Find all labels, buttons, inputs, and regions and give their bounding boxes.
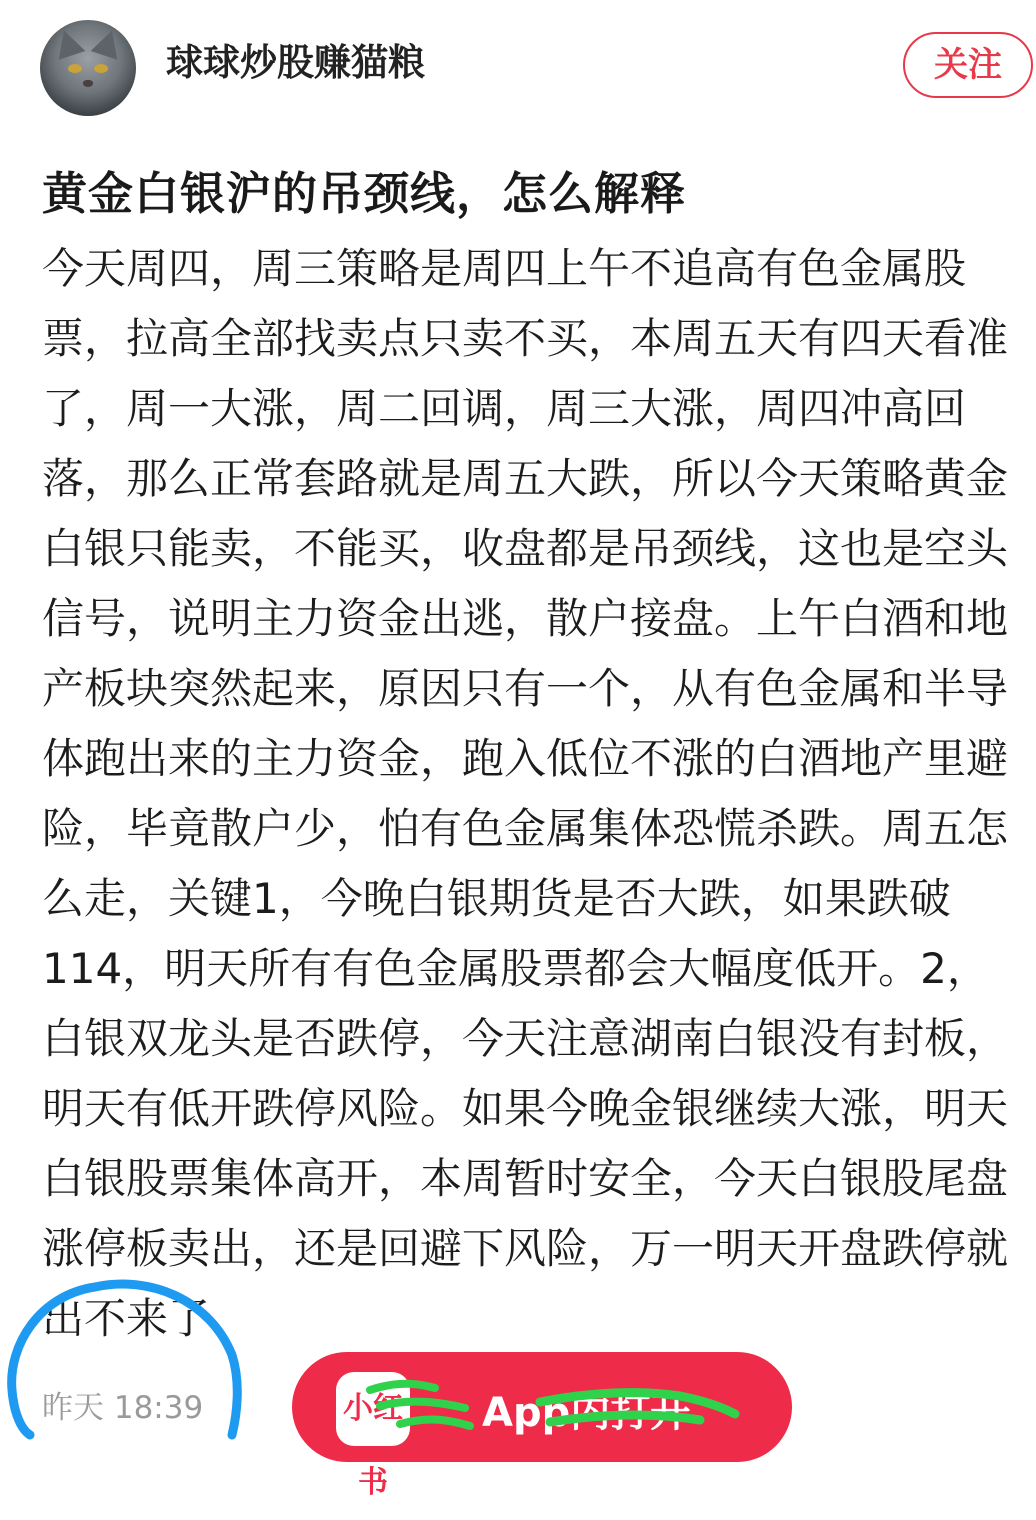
open-in-app-label: App内打开 bbox=[482, 1390, 691, 1436]
post-body-line: 落，那么正常套路就是周五大跌，所以今天策略黄金 bbox=[42, 454, 1009, 503]
post-body bbox=[42, 234, 1036, 1354]
post-body-line: 白银双龙头是否跌停，今天注意湖南白银没有封板， bbox=[42, 1014, 1009, 1063]
user-avatar[interactable] bbox=[40, 20, 136, 116]
post-body-line: 么走，关键1，今晚白银期货是否大跌，如果跌破 bbox=[42, 874, 951, 923]
app-logo-icon: 小红书 bbox=[336, 1372, 410, 1446]
follow-button[interactable]: 关注 bbox=[903, 32, 1033, 98]
post-timestamp: 昨天 18:39 bbox=[42, 1390, 204, 1426]
cat-eye-right bbox=[94, 64, 108, 73]
post-body-line: 体跑出来的主力资金，跑入低位不涨的白酒地产里避 bbox=[42, 734, 1009, 783]
post-title: 黄金白银沪的吊颈线，怎么解释 bbox=[42, 167, 687, 220]
post-body-line: 白银股票集体高开，本周暂时安全，今天白银股尾盘 bbox=[42, 1154, 1009, 1203]
post-body-line: 信号，说明主力资金出逃，散户接盘。上午白酒和地 bbox=[42, 594, 1009, 643]
post-body-line: 涨停板卖出，还是回避下风险，万一明天开盘跌停就 bbox=[42, 1224, 1009, 1273]
cat-nose bbox=[83, 80, 93, 87]
cat-eye-left bbox=[68, 64, 82, 73]
post-body-line: 明天有低开跌停风险。如果今晚金银继续大涨，明天 bbox=[42, 1084, 1009, 1133]
post-body-line: 票，拉高全部找卖点只卖不买，本周五天有四天看准 bbox=[42, 314, 1009, 363]
post-header bbox=[0, 0, 1036, 130]
post-body-line: 了，周一大涨，周二回调，周三大涨，周四冲高回 bbox=[42, 384, 967, 433]
cat-ear-right bbox=[91, 26, 126, 59]
post-body-line: 白银只能卖，不能买，收盘都是吊颈线，这也是空头 bbox=[42, 524, 1009, 573]
open-in-app-button[interactable] bbox=[292, 1352, 792, 1500]
cat-ear-left bbox=[51, 26, 86, 59]
post-body-line: 出不来了 bbox=[42, 1294, 211, 1343]
post-body-line: 114，明天所有有色金属股票都会大幅度低开。2， bbox=[42, 944, 989, 993]
post-body-line: 今天周四，周三策略是周四上午不追高有色金属股 bbox=[42, 244, 967, 293]
post-body-line: 产板块突然起来，原因只有一个，从有色金属和半导 bbox=[42, 664, 1009, 713]
post-body-line: 险，毕竟散户少，怕有色金属集体恐慌杀跌。周五怎 bbox=[42, 804, 1009, 853]
username[interactable]: 球球炒股赚猫粮 bbox=[166, 41, 425, 84]
